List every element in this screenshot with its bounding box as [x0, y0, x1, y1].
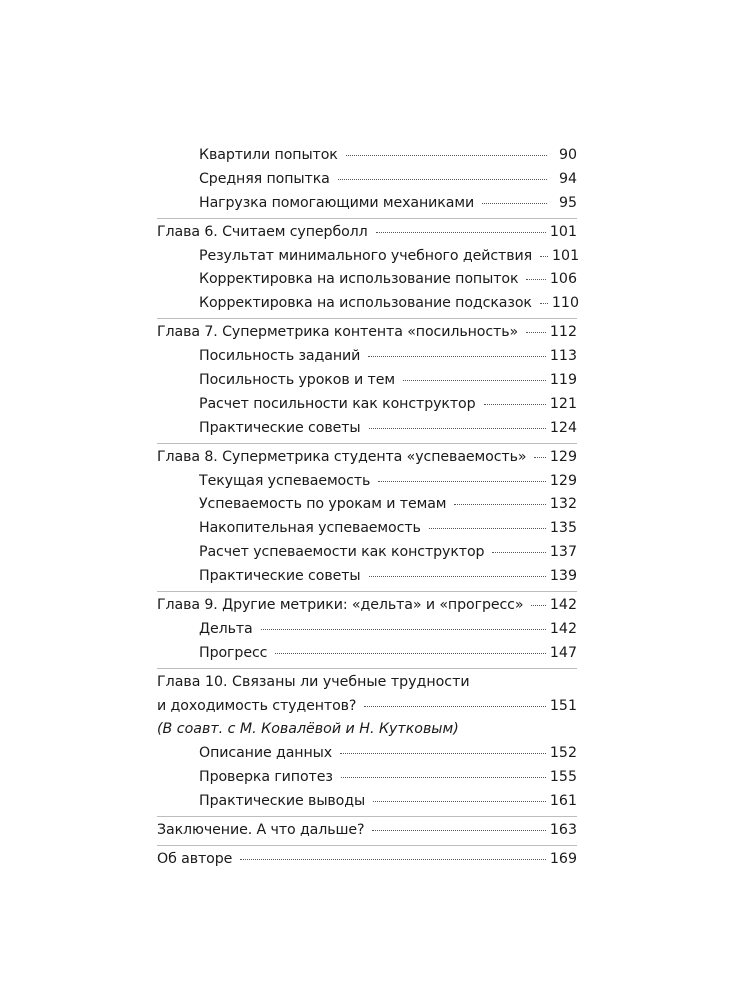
dot-leader — [373, 801, 546, 802]
toc-entry[interactable] — [157, 618, 577, 642]
toc-entry-title: Дельта — [199, 620, 253, 637]
toc-entry-title: Практические выводы — [199, 793, 366, 810]
toc-entry-title: Расчет посильности как конструктор — [199, 395, 476, 412]
toc-conclusion[interactable] — [157, 819, 577, 843]
dot-leader — [240, 859, 546, 860]
toc-entry-title: Корректировка на использование попыток — [199, 271, 519, 288]
dot-leader — [484, 404, 546, 405]
toc-entry-title: Посильность уроков и тем — [199, 372, 395, 389]
toc-entry-page: 142 — [549, 620, 577, 637]
section-divider — [157, 318, 577, 319]
dot-leader — [372, 830, 545, 831]
toc-chapter-title: Заключение. А что дальше? — [157, 822, 365, 839]
dot-leader — [368, 356, 546, 357]
section-divider — [157, 591, 577, 592]
toc-chapter-page: 129 — [549, 448, 577, 465]
section-divider — [157, 668, 577, 669]
toc-entry[interactable] — [157, 292, 577, 316]
dot-leader — [369, 576, 546, 577]
toc-entry-page: 90 — [558, 147, 577, 163]
dot-leader — [369, 428, 546, 429]
toc-entry[interactable] — [157, 517, 577, 541]
toc-entry-title: Текущая успеваемость — [199, 472, 371, 489]
toc-entry-page: 94 — [558, 170, 577, 187]
dot-leader — [492, 552, 545, 553]
toc-entry[interactable] — [157, 790, 577, 814]
toc-chapter-title: Глава 6. Считаем суперболл — [157, 223, 368, 240]
dot-leader — [378, 481, 546, 482]
toc-entry-page: 129 — [549, 472, 577, 489]
toc-entry-title: Проверка гипотез — [199, 769, 333, 786]
toc-entry-page: 132 — [549, 496, 577, 513]
toc-entry[interactable] — [157, 742, 577, 766]
dot-leader — [275, 653, 546, 654]
toc-entry-page: 106 — [549, 271, 577, 288]
toc-chapter-page: 169 — [549, 850, 577, 867]
toc-entry-title: Корректировка на использование подсказок — [199, 295, 532, 312]
toc-chapter-page: 112 — [549, 324, 577, 341]
toc-entry-title: Квартили попыток — [199, 147, 338, 163]
toc-entry[interactable] — [157, 345, 577, 369]
toc-chapter-page: 142 — [549, 597, 577, 614]
toc-entry[interactable] — [157, 168, 577, 192]
toc-entry-title: Практические советы — [199, 568, 361, 585]
toc-entry-title: Практические советы — [199, 419, 361, 436]
toc-entry-title: Посильность заданий — [199, 348, 361, 365]
toc-chapter-10[interactable] — [157, 695, 577, 719]
toc-chapter-7[interactable] — [157, 321, 577, 345]
dot-leader — [534, 457, 545, 458]
toc-chapter-page: 101 — [549, 223, 577, 240]
toc-entry-page: 161 — [549, 793, 577, 810]
toc-chapter-title: Глава 8. Суперметрика студента «успеваемость» — [157, 448, 527, 465]
toc-entry-page: 95 — [558, 194, 577, 211]
toc-about-author[interactable] — [157, 848, 577, 872]
toc-chapter-title: Глава 9. Другие метрики: «дельта» и «прогресс» — [157, 597, 524, 614]
dot-leader — [540, 303, 548, 304]
toc-entry-title: Успеваемость по урокам и темам — [199, 496, 447, 513]
dot-leader — [346, 155, 547, 156]
toc-entry[interactable] — [157, 245, 580, 269]
toc-entry[interactable] — [157, 470, 577, 494]
toc-entry[interactable] — [157, 144, 577, 168]
toc-entry-page: 113 — [549, 348, 577, 365]
section-divider — [157, 816, 577, 817]
toc-chapter-10-title-line1[interactable]: Глава 10. Связаны ли учебные трудности — [157, 673, 470, 690]
section-divider — [157, 443, 577, 444]
toc-entry-title: Результат минимального учебного действия — [199, 247, 533, 264]
section-divider — [157, 218, 577, 219]
toc-entry-page: 147 — [549, 644, 577, 661]
toc-entry[interactable] — [157, 493, 577, 517]
toc-chapter-page: 163 — [549, 822, 577, 839]
toc-entry-title: Прогресс — [199, 644, 268, 661]
toc-coauthor-note: (В соавт. с М. Ковалёвой и Н. Кутковым) — [157, 721, 459, 738]
toc-entry-title: Накопительная успеваемость — [199, 520, 421, 537]
toc-entry[interactable] — [157, 766, 577, 790]
dot-leader — [338, 179, 547, 180]
toc-entry-page: 101 — [552, 247, 580, 264]
dot-leader — [526, 332, 546, 333]
toc-entry[interactable] — [157, 369, 577, 393]
toc-entry-page: 119 — [549, 372, 577, 389]
toc-entry-page: 124 — [549, 419, 577, 436]
toc-chapter-9[interactable] — [157, 594, 577, 618]
dot-leader — [482, 203, 547, 204]
toc-entry-title: Расчет успеваемости как конструктор — [199, 544, 485, 561]
dot-leader — [526, 279, 545, 280]
toc-entry-page: 135 — [549, 520, 577, 537]
toc-chapter-page: 151 — [549, 697, 577, 714]
toc-chapter-title: Глава 7. Суперметрика контента «посильность» — [157, 324, 519, 341]
toc-entry-page: 155 — [549, 769, 577, 786]
toc-entry-page: 152 — [549, 745, 577, 762]
dot-leader — [261, 629, 546, 630]
dot-leader — [429, 528, 546, 529]
toc-entry-page: 110 — [551, 295, 579, 312]
dot-leader — [454, 504, 546, 505]
dot-leader — [540, 256, 548, 257]
toc-entry[interactable] — [157, 565, 577, 589]
dot-leader — [376, 232, 546, 233]
section-divider — [157, 845, 577, 846]
toc-chapter-8[interactable] — [157, 446, 577, 470]
toc-entry[interactable] — [157, 417, 577, 441]
table-of-contents — [157, 144, 580, 872]
toc-entry[interactable] — [157, 192, 577, 216]
dot-leader — [341, 777, 546, 778]
toc-chapter-6[interactable] — [157, 221, 577, 245]
toc-entry-page: 139 — [549, 568, 577, 585]
toc-chapter-title: Об авторе — [157, 850, 233, 867]
toc-entry[interactable] — [157, 541, 577, 565]
toc-entry-page: 121 — [549, 395, 577, 412]
toc-entry-page: 137 — [549, 544, 577, 561]
toc-entry-title: Нагрузка помогающими механиками — [199, 194, 475, 211]
toc-entry[interactable] — [157, 268, 577, 292]
toc-entry[interactable] — [157, 393, 577, 417]
toc-entry-title: Описание данных — [199, 745, 333, 762]
toc-chapter-title: и доходимость студентов? — [157, 697, 357, 714]
dot-leader — [531, 605, 545, 606]
dot-leader — [340, 753, 546, 754]
dot-leader — [403, 380, 546, 381]
toc-entry-title: Средняя попытка — [199, 170, 330, 187]
dot-leader — [364, 706, 546, 707]
toc-entry[interactable] — [157, 642, 577, 666]
